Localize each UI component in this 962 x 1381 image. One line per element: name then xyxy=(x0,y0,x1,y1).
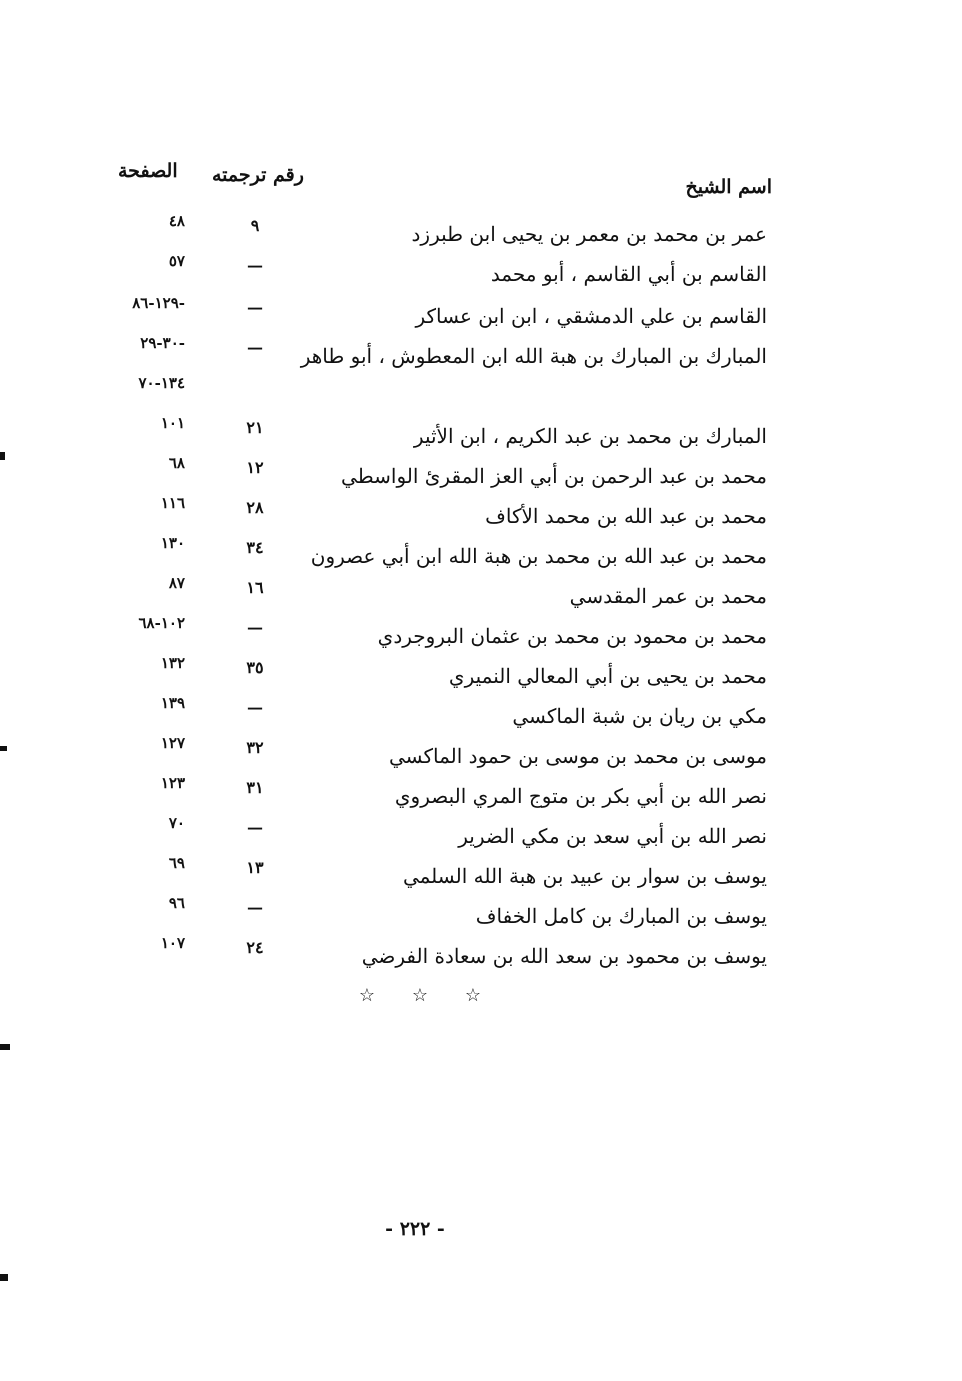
page-reference: ١٢٧ xyxy=(160,734,185,752)
shaykh-name: يوسف بن المبارك بن كامل الخفاف xyxy=(475,904,767,928)
translation-number: — xyxy=(247,298,263,317)
translation-number: ٢٤ xyxy=(246,938,264,957)
index-row xyxy=(0,534,962,574)
page-reference: ٦٩ xyxy=(168,854,185,872)
page-reference: ١٣٠ xyxy=(160,534,185,552)
page-reference: ١٣٢ xyxy=(160,654,185,672)
translation-number: ٣٥ xyxy=(246,658,264,677)
shaykh-name: نصر الله بن أبي سعد بن مكي الضرير xyxy=(458,824,767,848)
translation-number: — xyxy=(247,256,263,275)
shaykh-name: القاسم بن أبي القاسم ، أبو محمد xyxy=(490,262,767,286)
index-row xyxy=(0,934,962,974)
header-shaykh-name: اسم الشيخ xyxy=(685,176,772,198)
index-row xyxy=(0,574,962,614)
translation-number: ٢٨ xyxy=(246,498,264,517)
scan-edge-mark xyxy=(0,452,5,460)
page-reference: ٥٧ xyxy=(168,252,185,270)
shaykh-name: محمد بن عبد الله بن محمد الأكاف xyxy=(485,504,767,528)
page-reference: -٣٠-٢٩ xyxy=(140,334,185,352)
page-reference: ٨٧ xyxy=(168,574,185,592)
shaykh-name: القاسم بن علي الدمشقي ، ابن ابن عساكر xyxy=(415,304,767,328)
translation-number: — xyxy=(247,618,263,637)
shaykh-name: محمد بن عبد الرحمن بن أبي العز المقرئ الواسطي xyxy=(341,464,767,488)
translation-number: — xyxy=(247,818,263,837)
index-row xyxy=(0,212,962,252)
page-reference: ١٣٩ xyxy=(160,694,185,712)
shaykh-name: موسى بن محمد بن موسى بن حمود الماكسي xyxy=(388,744,767,768)
translation-number: ٣٤ xyxy=(246,538,264,557)
translation-number: — xyxy=(247,698,263,717)
shaykh-name: مكي بن ريان بن شبة الماكسي xyxy=(512,704,767,728)
page-reference: ١١٦ xyxy=(160,494,185,512)
index-row xyxy=(0,374,962,414)
index-row xyxy=(0,414,962,454)
index-row xyxy=(0,774,962,814)
header-page: الصفحة xyxy=(118,160,178,182)
translation-number: ١٣ xyxy=(246,858,264,877)
page-reference: ١٠١ xyxy=(160,414,185,432)
page-reference: ١٣٤-٧٠ xyxy=(138,374,185,392)
translation-number: ١٦ xyxy=(246,578,264,597)
star-icon: ☆ xyxy=(411,985,429,1006)
index-row xyxy=(0,894,962,934)
translation-number: ٣٢ xyxy=(246,738,264,757)
translation-number: ٢١ xyxy=(246,418,264,437)
scan-edge-mark xyxy=(0,1044,10,1050)
shaykh-name: محمد بن محمود بن محمد بن عثمان البروجردي xyxy=(377,624,767,648)
page-reference: ٤٨ xyxy=(168,212,185,230)
page-reference: ٧٠ xyxy=(168,814,185,832)
index-row xyxy=(0,814,962,854)
shaykh-name: نصر الله بن أبي بكر بن متوج المري البصروي xyxy=(394,784,767,808)
star-icon: ☆ xyxy=(358,985,376,1006)
page-reference: ١٠٢-٦٨ xyxy=(138,614,185,632)
index-row xyxy=(0,734,962,774)
header-translation-number: رقم ترجمته xyxy=(212,164,304,186)
scan-edge-mark xyxy=(0,746,7,751)
index-row xyxy=(0,854,962,894)
page-reference: ٦٨ xyxy=(168,454,185,472)
index-row xyxy=(0,654,962,694)
index-row xyxy=(0,494,962,534)
index-row xyxy=(0,614,962,654)
shaykh-name: محمد بن عبد الله بن محمد بن هبة الله ابن أبي عصرون xyxy=(310,544,767,568)
translation-number: ١٢ xyxy=(246,458,264,477)
index-row xyxy=(0,454,962,494)
page-reference: ١٢٣ xyxy=(160,774,185,792)
scan-edge-mark xyxy=(0,1274,8,1281)
page-reference: ٩٦ xyxy=(168,894,185,912)
shaykh-name: محمد بن يحيى بن أبي المعالي النميري xyxy=(448,664,767,688)
shaykh-name: محمد بن عمر المقدسي xyxy=(569,584,767,608)
shaykh-name: المبارك بن محمد بن عبد الكريم ، ابن الأثير xyxy=(413,424,767,448)
star-icon: ☆ xyxy=(464,985,482,1006)
page-number: - ٢٢٢ - xyxy=(385,1218,445,1240)
index-row xyxy=(0,294,962,334)
translation-number: — xyxy=(247,898,263,917)
page-reference: ١٠٧ xyxy=(160,934,185,952)
shaykh-name: المبارك بن المبارك بن هبة الله ابن المعطوش ، أبو طاهر xyxy=(300,344,767,368)
index-row xyxy=(0,252,962,292)
section-end-stars xyxy=(355,985,485,1006)
translation-number: ٣١ xyxy=(246,778,264,797)
shaykh-name: يوسف بن محمود بن سعد الله بن سعادة الفرضي xyxy=(361,944,767,968)
shaykh-name: عمر بن محمد بن معمر بن يحيى ابن طبرزد xyxy=(411,222,767,246)
page-reference: -١٢٩-٨٦ xyxy=(132,294,185,312)
translation-number: — xyxy=(247,338,263,357)
translation-number: ٩ xyxy=(250,216,260,235)
index-row xyxy=(0,694,962,734)
shaykh-name: يوسف بن سوار بن عبيد بن هبة الله السلمي xyxy=(402,864,767,888)
index-row xyxy=(0,334,962,374)
